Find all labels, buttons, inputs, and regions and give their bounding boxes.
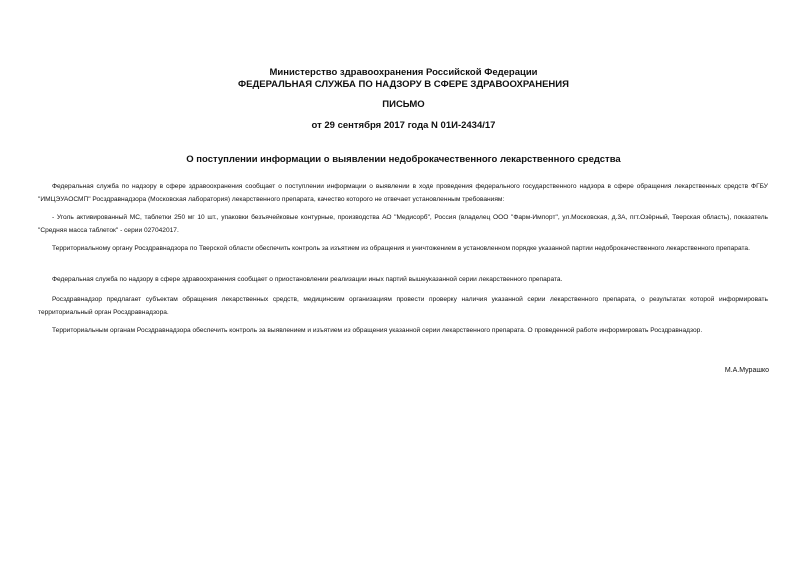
paragraph-product-details: - Уголь активированный МС, таблетки 250 мг 10 шт., упаковки безъячейковые контурные, производства АО "Медисорб", Россия (владелец ООО "Фарм-Импорт", ул.Московская, д.3А, пгт.Озёрный, Тверская область), показатель "Средняя масса таблеток" - серии 027042017. — [38, 214, 768, 234]
paragraph-suspension: Федеральная служба по надзору в сфере здравоохранения сообщает о приостановлении реализации иных партий вышеуказанной серии лекарственного препарата. — [52, 276, 563, 283]
signature: М.А.Мурашко — [724, 367, 769, 374]
document-subject: О поступлении информации о выявлении недоброкачественного лекарственного средства — [186, 154, 621, 165]
paragraph-territorial-control: Территориальным органам Росздравнадзора обеспечить контроль за выявлением и изъятием из обращения указанной серии лекарственного препарата. О проведенной работе информировать Росздравнадзор. — [52, 327, 703, 334]
paragraph-tver-instruction: Территориальному органу Росздравнадзора по Тверской области обеспечить контроль за изъятием из обращения и уничтожением в установленном порядке указанной партии недоброкачественного лекарственного препарата. — [52, 245, 750, 252]
service-name: ФЕДЕРАЛЬНАЯ СЛУЖБА ПО НАДЗОРУ В СФЕРЕ ЗДРАВООХРАНЕНИЯ — [238, 79, 569, 90]
paragraph-notification: Федеральная служба по надзору в сфере здравоохранения сообщает о поступлении информации о выявлении в ходе проведения федерального государственного надзора в сфере обращения лекарственных средств ФГБУ "ИМЦЭУАОСМП" Росздравнадзора (Московская лаборатория) лекарственного препарата, качество которого не отвечает установленным требованиям: — [38, 183, 768, 203]
ministry-name: Министерство здравоохранения Российской Федерации — [269, 67, 538, 78]
document-date-number: от 29 сентября 2017 года N 01И-2434/17 — [311, 120, 496, 131]
paragraph-proposal: Росздравнадзор предлагает субъектам обращения лекарственных средств, медицинским организациям провести проверку наличия указанной серии лекарственного препарата, о результатах которой информировать территориальный орган Росздравнадзора. — [38, 296, 768, 316]
document-type: ПИСЬМО — [382, 99, 425, 110]
